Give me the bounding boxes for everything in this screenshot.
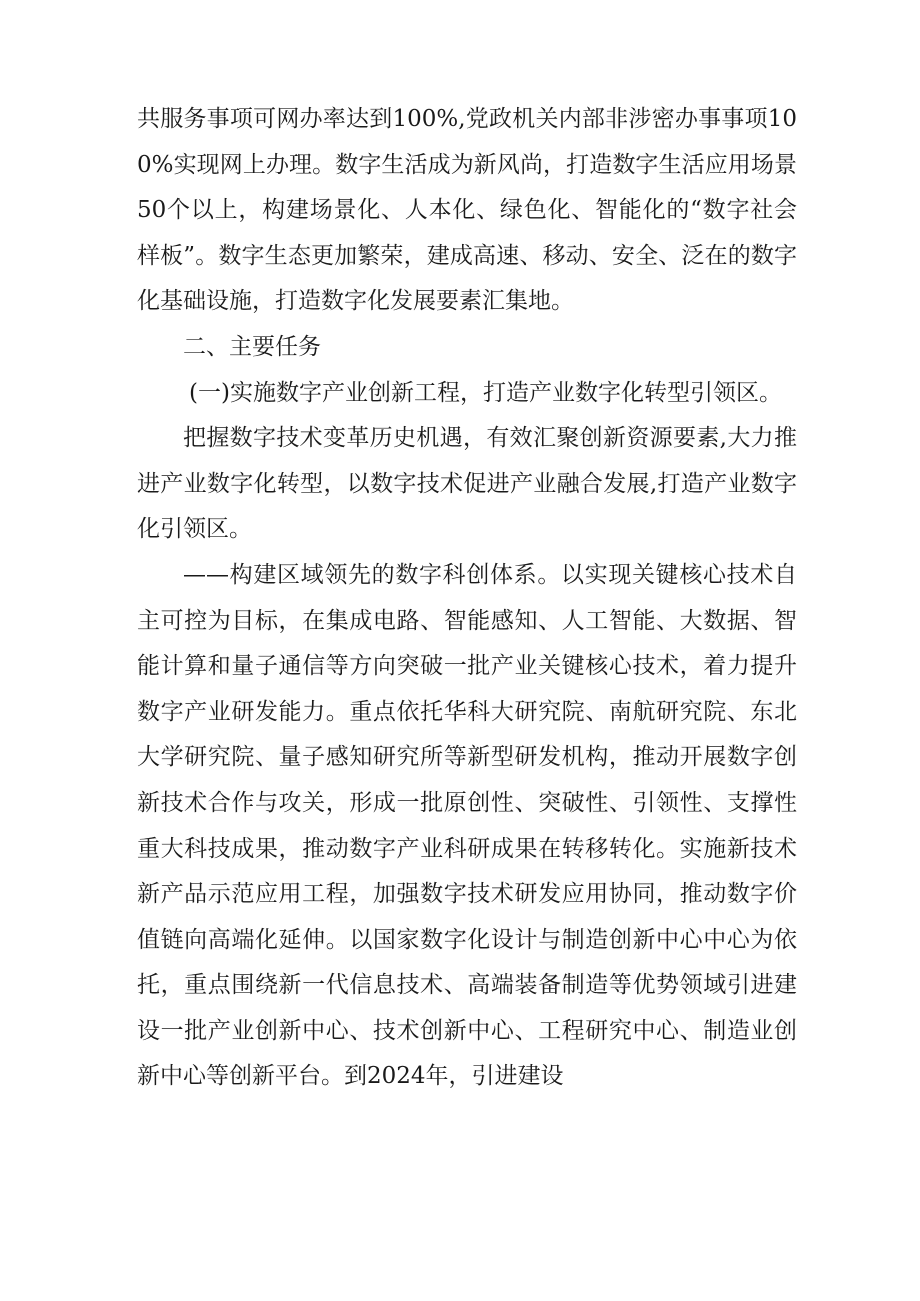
subsection-heading: (一)实施数字产业创新工程，打造产业数字化转型引领区。 bbox=[189, 379, 782, 406]
paragraph-intro: 把握数字技术变革历史机遇，有效汇聚创新资源要素,大力推进产业数字化转型，以数字技术促进产业融合发展,打造产业数字化引领区。 bbox=[137, 425, 797, 543]
section-heading: 二、主要任务 bbox=[183, 333, 321, 360]
paragraph-innovation-system: ——构建区域领先的数字科创体系。以实现关键核心技术自主可控为目标，在集成电路、智能感知、人工智能、大数据、智能计算和量子通信等方向突破一批产业关键核心技术，着力提升数字产业研发能力。重点依托华科大研究院、南航研究院、东北大学研究院、量子感知研究所等新型研发机构，推动开展数字创新技术合作与攻关，形成一批原创性、突破性、引领性、支撑性重大科技成果，推动数字产业科研成果在转移转化。实施新技术新产品示范应用工程，加强数字技术研发应用协同，推动数字价值链向高端化延伸。以国家数字化设计与制造创新中心中心为依托，重点围绕新一代信息技术、高端装备制造等优势领域引进建设一批产业创新中心、技术创新中心、工程研究中心、制造业创新中心等创新平台。到2024年，引进建设 bbox=[137, 561, 797, 1090]
document-page bbox=[137, 97, 797, 1100]
paragraph-continuation: 共服务事项可网办率达到100%,党政机关内部非涉密办事事项100%实现网上办理。数字生活成为新风尚，打造数字生活应用场景50个以上，构建场景化、人本化、绿色化、智能化的“数字社会样板”。数字生态更加繁荣，建成高速、移动、安全、泛在的数字化基础设施，打造数字化发展要素汇集地。 bbox=[137, 106, 797, 315]
